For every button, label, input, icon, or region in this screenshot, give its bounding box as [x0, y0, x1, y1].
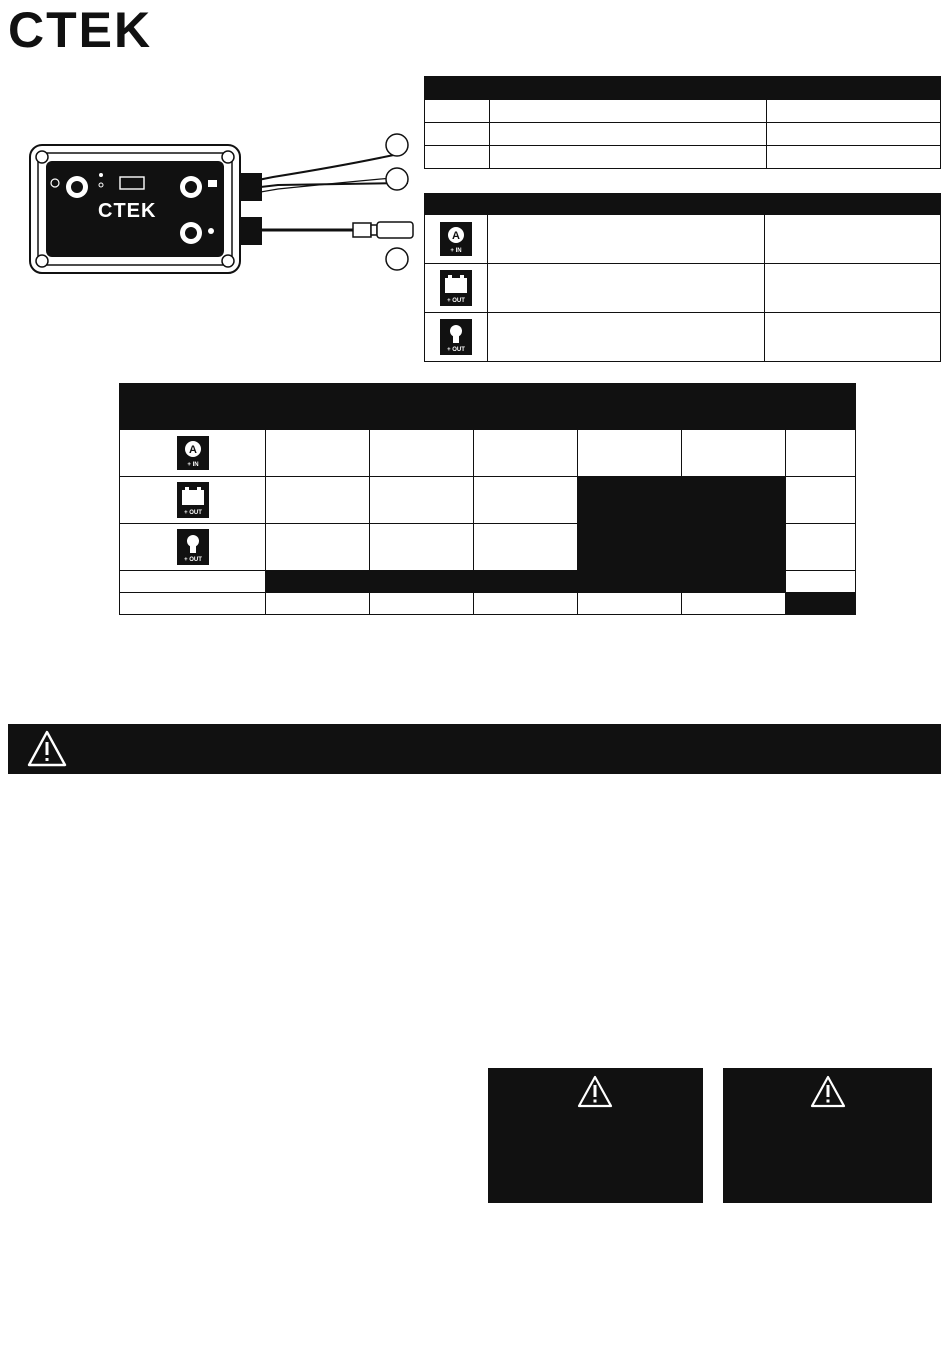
warning-box-2 — [723, 1068, 932, 1203]
svg-text:+ OUT: + OUT — [447, 347, 465, 353]
device-illustration — [28, 125, 428, 285]
svg-text:A: A — [188, 444, 197, 456]
table-row — [425, 264, 941, 313]
table-row — [120, 430, 856, 477]
connection-table — [424, 76, 941, 169]
table-row — [120, 477, 856, 524]
alternator-in-icon — [177, 436, 209, 470]
warning-icon — [809, 1074, 847, 1110]
table-row — [425, 313, 941, 362]
ctek-logo — [8, 4, 208, 52]
operating-mode-table — [119, 383, 856, 615]
alternator-in-icon — [440, 222, 472, 256]
callout-3 — [386, 248, 408, 270]
table-row — [425, 215, 941, 264]
svg-text:+ OUT: + OUT — [447, 298, 465, 304]
callout-2 — [386, 168, 408, 190]
logo-text: CTEK — [8, 4, 153, 52]
svg-text:+ IN: + IN — [450, 248, 462, 254]
table-row — [425, 146, 941, 169]
warning-box-1 — [488, 1068, 703, 1203]
table-row — [425, 123, 941, 146]
svg-text:+ IN: + IN — [186, 462, 199, 468]
table-row — [120, 571, 856, 593]
callout-1 — [386, 134, 408, 156]
warning-banner — [8, 724, 941, 774]
warning-icon — [576, 1074, 614, 1110]
svg-text:+ OUT: + OUT — [183, 557, 202, 563]
table-row — [425, 100, 941, 123]
svg-text:A: A — [452, 230, 460, 242]
table-row — [120, 593, 856, 615]
battery-out-icon — [440, 270, 472, 306]
svg-text:+ OUT: + OUT — [183, 510, 202, 516]
device-brand-label: CTEK — [98, 200, 157, 222]
lamp-out-icon — [440, 319, 472, 355]
warning-icon — [26, 729, 68, 769]
lamp-out-icon — [177, 529, 209, 565]
battery-out-icon — [177, 482, 209, 518]
terminal-table — [424, 193, 941, 362]
